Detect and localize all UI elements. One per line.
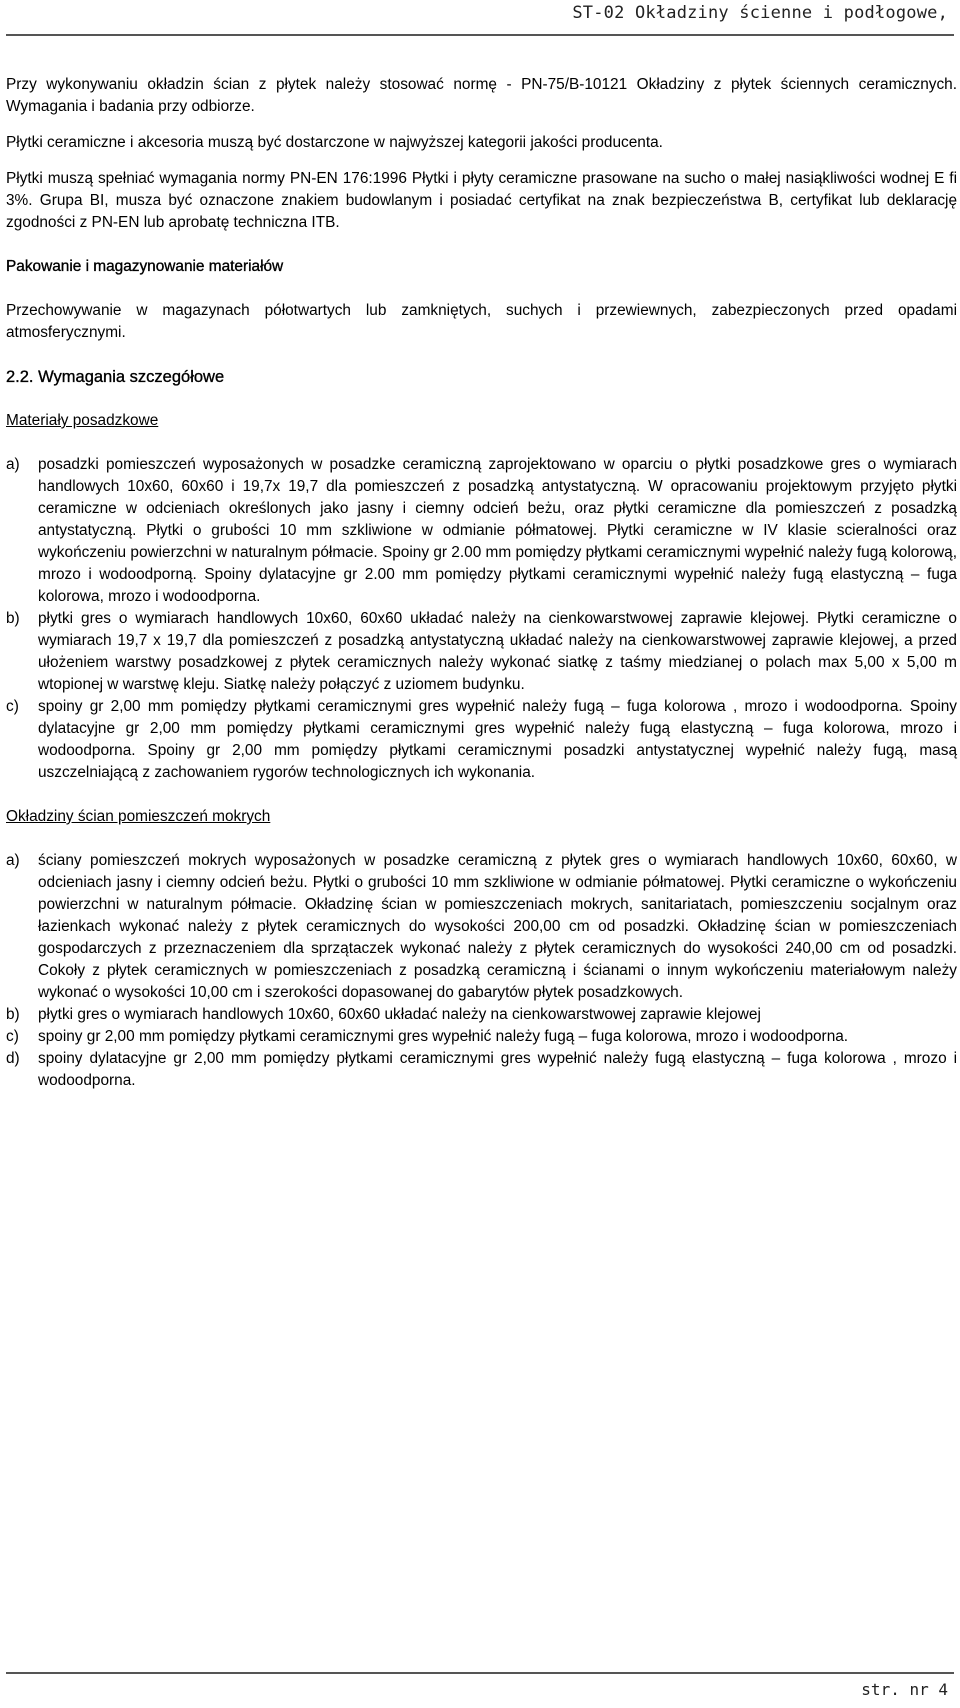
list-item-text: spoiny dylatacyjne gr 2,00 mm pomiędzy płytkami ceramicznymi gres wypełnić należy fugą elastyczną – fuga kolorowa , mrozo i wodoodporna. xyxy=(38,1050,957,1089)
packing-heading: Pakowanie i magazynowanie materiałów xyxy=(6,258,284,275)
list-item xyxy=(6,1026,957,1048)
document-body xyxy=(6,74,957,1114)
intro-paragraph-standards: Płytki muszą spełniać wymagania normy PN-EN 176:1996 Płytki i płyty ceramiczne prasowane na sucho o małej nasiąkliwości wodnej E fi 3%. Grupa BI, musza być oznaczone znakiem budowlanym i posiadać certyfikat na znak bezpieczeństwa B, certyfikat lub deklarację zgodności z PN-EN lub aprobatę techniczna ITB. xyxy=(6,170,957,231)
floor-materials-heading: Materiały posadzkowe xyxy=(6,412,159,429)
document-title: ST-02 Okładziny ścienne i podłogowe, xyxy=(572,3,948,23)
intro-paragraph-norm: Przy wykonywaniu okładzin ścian z płytek należy stosować normę - PN-75/B-10121 Okładziny z płytek ściennych ceramicznych. Wymagania i badania przy odbiorze. xyxy=(6,76,957,115)
list-item-text: płytki gres o wymiarach handlowych 10x60, 60x60 układać należy na cienkowarstwowej zaprawie klejowej. Płytki ceramiczne o wymiarach 19,7 x 19,7 dla pomieszczeń z posadzką antystatyczną układać należy na cienkowarstwowej zaprawie klejowej, a przed ułożeniem warstwy posadzkowej z płytek ceramicznych należy wykonać siatkę z taśmy miedzianej o polach max 5,00 x 5,00 m wtopionej w warstwę kleju. Siatkę należy połączyć z uziomem budynku. xyxy=(38,610,957,693)
list-item-text: spoiny gr 2,00 mm pomiędzy płytkami ceramicznymi gres wypełnić należy fugą – fuga kolorowa , mrozo i wodoodporna. Spoiny dylatacyjne gr 2,00 mm pomiędzy płytkami ceramicznymi gres wypełnić należy fugą elastyczną – fuga kolorowa, mrozo i wodoodporna. Spoiny gr 2,00 mm pomiędzy płytkami ceramicznymi posadzki antystatycznej wypełnić należy fugą, masą uszczelniającą z zachowaniem rygorów technologicznych ich wykonania. xyxy=(38,698,957,781)
list-item-text: ściany pomieszczeń mokrych wyposażonych w posadzke ceramiczną z płytek gres o wymiarach handlowych 10x60, 60x60, w odcieniach jasny i ciemny odcień beżu. Płytki o grubości 10 mm szkliwione w odmianie półmatowej. Płytki ceramiczne o wykończeniu powierzchni w naturalnym półmacie. Okładzinę ścian w pomieszczeniach mokrych, sanitariatach, pomieszczeniu socjalnym oraz łazienkach wykonać należy z płytek ceramicznych do wysokości 200,00 cm od posadzki. Okładzinę ścian w pomieszczeniach gospodarczych z przeznaczeniem dla sprzątaczek wykonać należy z płytek ceramicznych do wysokości 240,00 cm od posadzki. Cokoły z płytek ceramicznych w pomieszczeniach z posadzką ceramiczną i ścianami o innym wykończeniu materiałowym należy wykonać o wysokości 10,00 cm i szerokości dopasowanej do gabarytów płytek posadzkowych. xyxy=(38,852,957,1001)
section-title: 2.2. Wymagania szczegółowe xyxy=(6,368,225,386)
list-item-text: płytki gres o wymiarach handlowych 10x60, 60x60 układać należy na cienkowarstwowej zaprawie klejowej xyxy=(38,1006,761,1023)
list-marker: d) xyxy=(6,1050,20,1067)
floor-materials-list xyxy=(6,454,957,784)
list-marker: c) xyxy=(6,698,19,715)
list-item xyxy=(6,850,957,1004)
list-marker: a) xyxy=(6,852,20,869)
packing-paragraph: Przechowywanie w magazynach półotwartych lub zamkniętych, suchych i przewiewnych, zabezpieczonych przed opadami atmosferycznymi. xyxy=(6,302,957,341)
list-item xyxy=(6,454,957,608)
list-item-text: posadzki pomieszczeń wyposażonych w posadzke ceramiczną zaprojektowano w oparciu o płytki posadzkowe gres o wymiarach handlowych 10x60, 60x60 i 19,7x 19,7 dla pomieszczeń z posadzką antystatyczną. W opracowaniu projektowym przyjęto płytki ceramiczne w odcieniach określonych jako jasny i ciemny odcień beżu, oraz płytki ceramiczne dla pomieszczeń z posadzką antystatyczną. Płytki o grubości 10 mm szkliwione w odmianie półmatowej. Płytki ceramiczne w IV klasie scieralności oraz wykończeniu powierzchni w naturalnym półmacie. Spoiny gr 2.00 mm pomiędzy płytkami ceramicznymi wypełnić należy fugą kolorową, mrozo i wodoodporną. Spoiny dylatacyjne gr 2.00 mm pomiędzy płytkami ceramicznymi wypełnić należy fugą elastyczną – fuga kolorowa, mrozo i wodoodporna. xyxy=(38,456,957,605)
list-marker: b) xyxy=(6,1006,20,1023)
page-number: str. nr 4 xyxy=(861,1680,948,1699)
list-marker: a) xyxy=(6,456,20,473)
list-item xyxy=(6,608,957,696)
list-item-text: spoiny gr 2,00 mm pomiędzy płytkami ceramicznymi gres wypełnić należy fugą – fuga kolorowa, mrozo i wodoodporna. xyxy=(38,1028,849,1045)
list-marker: b) xyxy=(6,610,20,627)
list-item xyxy=(6,696,957,784)
header-divider xyxy=(6,34,954,36)
list-marker: c) xyxy=(6,1028,19,1045)
intro-paragraph-quality: Płytki ceramiczne i akcesoria muszą być dostarczone w najwyższej kategorii jakości producenta. xyxy=(6,134,663,151)
footer-divider xyxy=(6,1672,954,1674)
list-item xyxy=(6,1004,957,1026)
wet-room-walls-list xyxy=(6,850,957,1092)
wet-room-walls-heading: Okładziny ścian pomieszczeń mokrych xyxy=(6,808,271,825)
list-item xyxy=(6,1048,957,1092)
